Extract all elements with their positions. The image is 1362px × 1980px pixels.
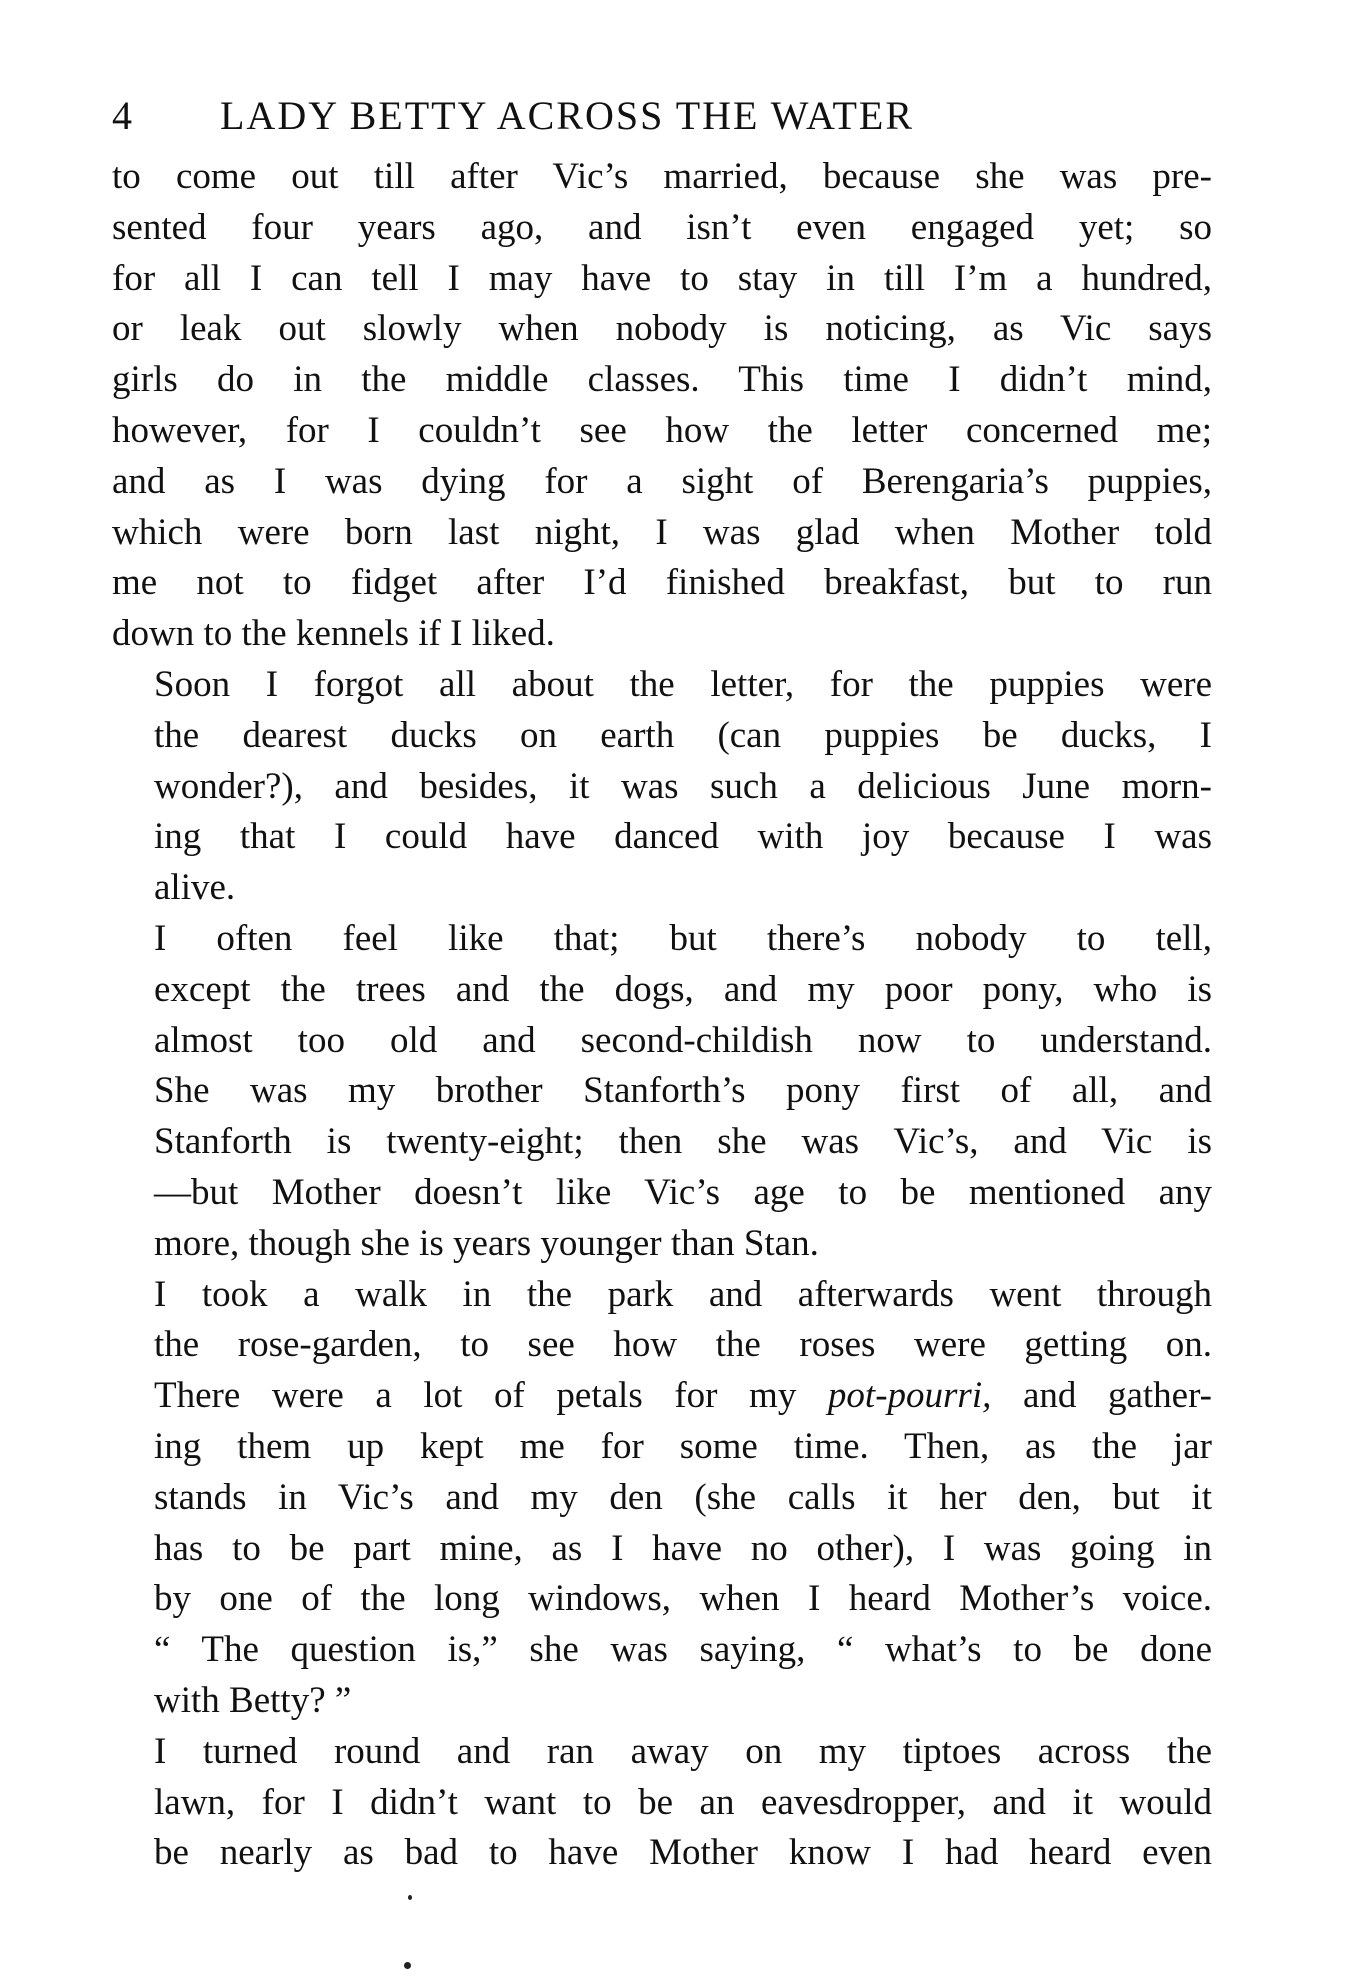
text-line: the rose-garden, to see how the roses were getting on. [154,1324,1212,1366]
text-line: more, though she is years younger than Stan. [154,1222,819,1264]
text-line: stands in Vic’s and my den (she calls it her den, but it [154,1476,1212,1518]
text-line: lawn, for I didn’t want to be an eavesdropper, and it would [154,1781,1212,1823]
book-page [112,92,1212,1879]
paragraph [112,914,1212,1270]
text-line: girls do in the middle classes. This time I didn’t mind, [112,359,1212,401]
text-line: wonder?), and besides, it was such a delicious June morn- [154,765,1212,807]
paragraph [112,1727,1212,1879]
text-line: for all I can tell I may have to stay in till I’m a hundred, [112,257,1212,299]
text-line: be nearly as bad to have Mother know I had heard even [154,1832,1212,1874]
text-line: to come out till after Vic’s married, because she was pre- [112,156,1212,197]
text-line: has to be part mine, as I have no other), I was going in [154,1527,1212,1569]
text-line: She was my brother Stanforth’s pony first of all, and [154,1070,1212,1112]
ink-speck [408,1895,412,1900]
body-text [112,152,1212,1879]
text-line: and as I was dying for a sight of Berengaria’s puppies, [112,460,1212,502]
paragraph [112,152,1212,660]
text-line: ing them up kept me for some time. Then, as the jar [154,1425,1212,1467]
running-head [112,92,1212,142]
text-line: “ The question is,” she was saying, “ what’s to be done [154,1629,1212,1671]
text-line: the dearest ducks on earth (can puppies be ducks, I [154,714,1212,756]
text-segment: There were a lot of petals for my [154,1375,828,1417]
italic-term: pot-pourri, [827,1375,992,1417]
paragraph [112,660,1212,914]
text-line: by one of the long windows, when I heard Mother’s voice. [154,1578,1212,1620]
text-line: with Betty? ” [154,1679,352,1721]
text-line: sented four years ago, and isn’t even engaged yet; so [112,206,1212,248]
text-line: —but Mother doesn’t like Vic’s age to be mentioned any [154,1171,1212,1213]
text-line: I took a walk in the park and afterwards went through [154,1273,1212,1315]
text-line: down to the kennels if I liked. [112,613,555,655]
text-line: alive. [154,867,236,909]
ink-speck [404,1962,411,1969]
text-line: Soon I forgot all about the letter, for the puppies were [154,663,1212,705]
text-line: Stanforth is twenty-eight; then she was Vic’s, and Vic is [154,1121,1212,1163]
text-line: except the trees and the dogs, and my poor pony, who is [154,968,1212,1010]
text-line: ing that I could have danced with joy because I was [154,816,1212,858]
text-line: me not to fidget after I’d finished breakfast, but to run [112,562,1212,604]
page-number: 4 [112,93,133,138]
text-line-with-italic [112,1371,1212,1422]
text-line: however, for I couldn’t see how the letter concerned me; [112,409,1212,451]
text-line: or leak out slowly when nobody is noticing, as Vic says [112,308,1212,350]
text-line: I often feel like that; but there’s nobody to tell, [154,917,1212,959]
text-line: almost too old and second-childish now to understand. [154,1019,1212,1061]
paragraph [112,1270,1212,1727]
running-title: LADY BETTY ACROSS THE WATER [220,93,915,138]
text-line: I turned round and ran away on my tiptoes across the [154,1730,1212,1772]
text-line: which were born last night, I was glad when Mother told [112,511,1212,553]
text-segment: and gather- [991,1375,1212,1417]
